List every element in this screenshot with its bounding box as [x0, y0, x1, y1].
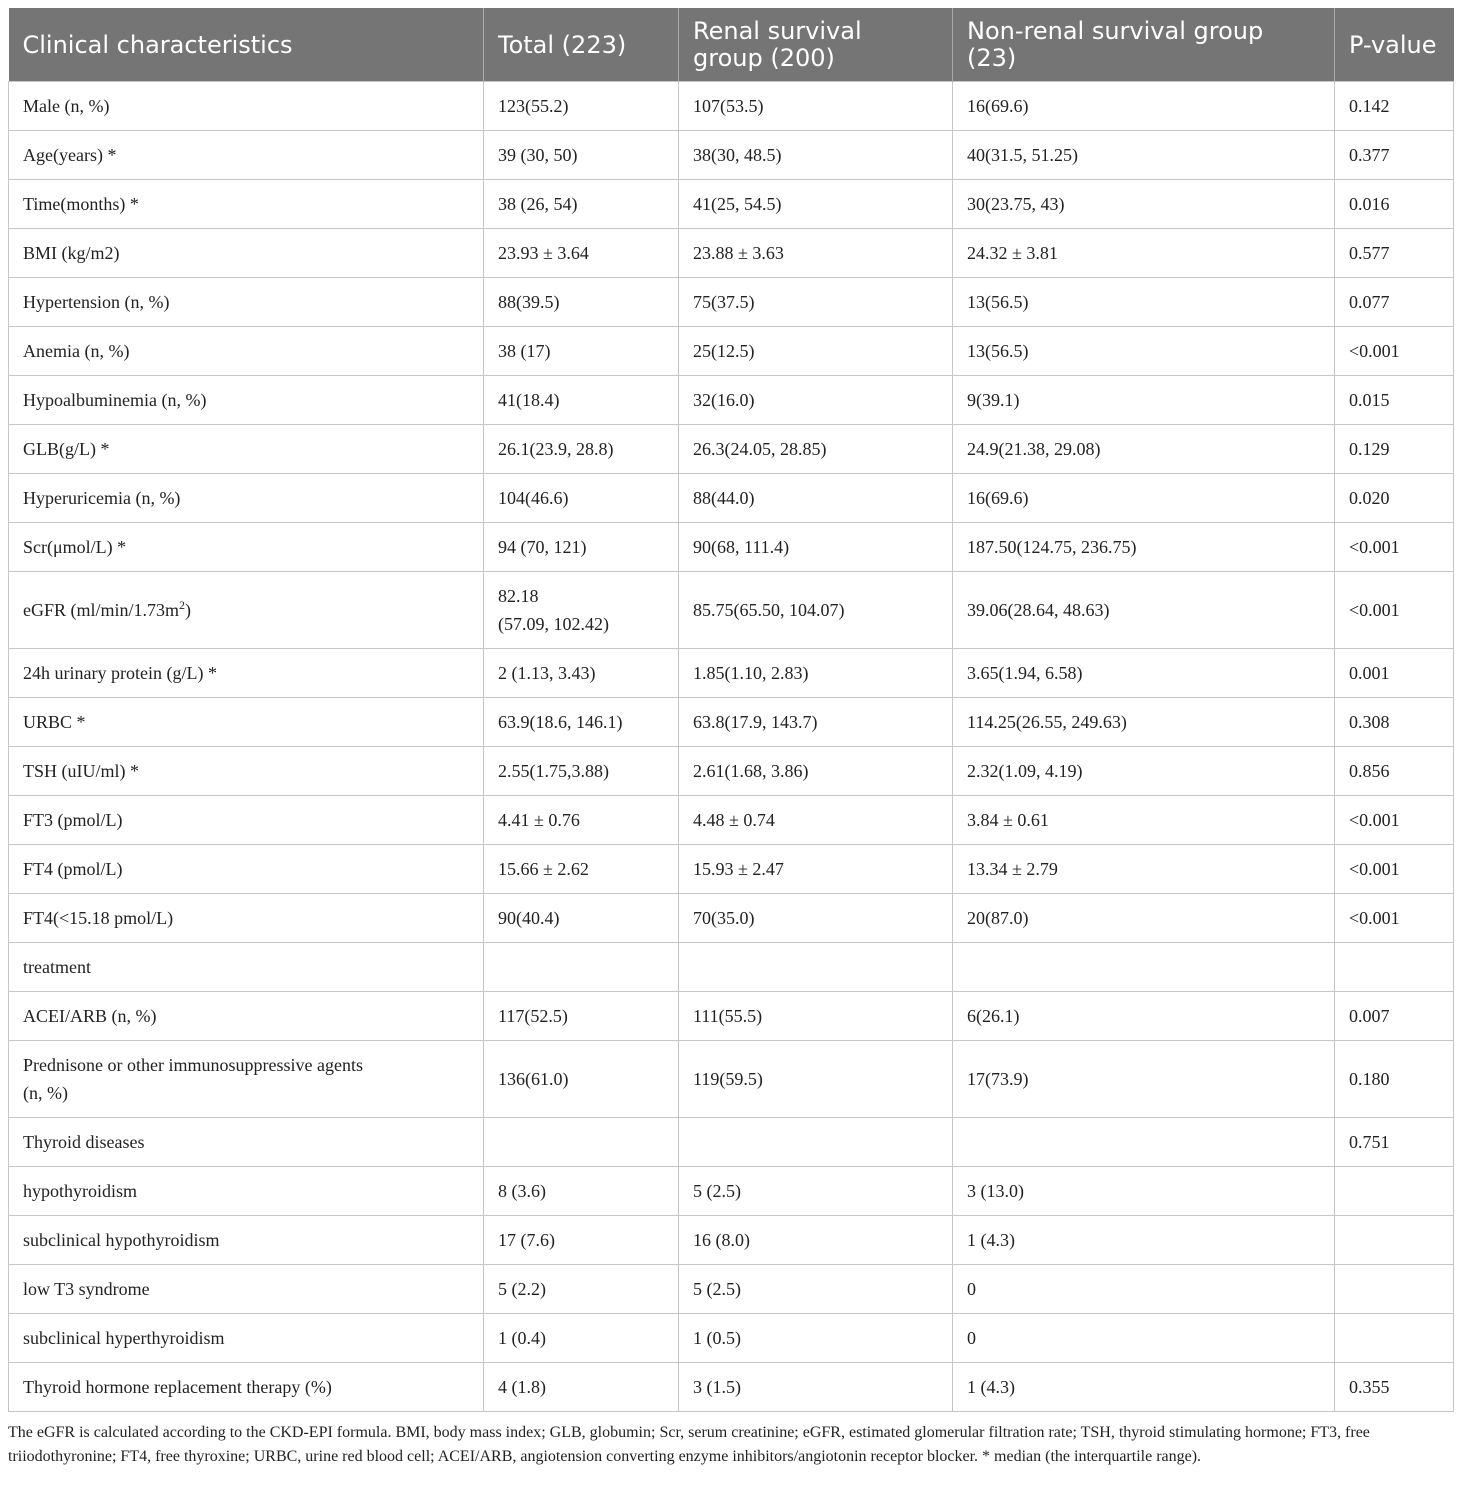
cell-non-renal-survival: 3 (13.0) — [953, 1167, 1335, 1216]
cell-renal-survival: 38(30, 48.5) — [679, 131, 953, 180]
table-row — [9, 649, 1454, 698]
cell-characteristic: 24h urinary protein (g/L) * — [9, 649, 484, 698]
table-row — [9, 894, 1454, 943]
cell-total: 5 (2.2) — [484, 1265, 679, 1314]
cell-characteristic: FT4(<15.18 pmol/L) — [9, 894, 484, 943]
cell-p-value: 0.856 — [1335, 747, 1454, 796]
table-row — [9, 1118, 1454, 1167]
cell-characteristic: low T3 syndrome — [9, 1265, 484, 1314]
cell-renal-survival: 16 (8.0) — [679, 1216, 953, 1265]
cell-non-renal-survival: 30(23.75, 43) — [953, 180, 1335, 229]
cell-total — [484, 1118, 679, 1167]
cell-p-value: 0.751 — [1335, 1118, 1454, 1167]
cell-total: 26.1(23.9, 28.8) — [484, 425, 679, 474]
cell-characteristic: Hyperuricemia (n, %) — [9, 474, 484, 523]
cell-renal-survival: 4.48 ± 0.74 — [679, 796, 953, 845]
cell-p-value: <0.001 — [1335, 894, 1454, 943]
cell-renal-survival: 90(68, 111.4) — [679, 523, 953, 572]
cell-p-value — [1335, 943, 1454, 992]
cell-characteristic: FT4 (pmol/L) — [9, 845, 484, 894]
cell-characteristic: Hypoalbuminemia (n, %) — [9, 376, 484, 425]
cell-non-renal-survival: 1 (4.3) — [953, 1363, 1335, 1412]
cell-total: 2 (1.13, 3.43) — [484, 649, 679, 698]
cell-characteristic: TSH (uIU/ml) * — [9, 747, 484, 796]
cell-renal-survival: 107(53.5) — [679, 82, 953, 131]
table-row — [9, 747, 1454, 796]
cell-characteristic: Hypertension (n, %) — [9, 278, 484, 327]
table-row — [9, 82, 1454, 131]
cell-non-renal-survival: 187.50(124.75, 236.75) — [953, 523, 1335, 572]
cell-total — [484, 943, 679, 992]
cell-renal-survival — [679, 1118, 953, 1167]
cell-p-value: 0.016 — [1335, 180, 1454, 229]
table-body — [9, 82, 1454, 1412]
cell-p-value — [1335, 1265, 1454, 1314]
cell-total: 104(46.6) — [484, 474, 679, 523]
cell-renal-survival: 15.93 ± 2.47 — [679, 845, 953, 894]
cell-p-value: 0.142 — [1335, 82, 1454, 131]
cell-renal-survival: 63.8(17.9, 143.7) — [679, 698, 953, 747]
table-row — [9, 943, 1454, 992]
cell-characteristic: Thyroid diseases — [9, 1118, 484, 1167]
cell-characteristic: FT3 (pmol/L) — [9, 796, 484, 845]
table-row — [9, 572, 1454, 649]
table-row — [9, 845, 1454, 894]
cell-renal-survival: 119(59.5) — [679, 1041, 953, 1118]
cell-renal-survival: 25(12.5) — [679, 327, 953, 376]
table-row — [9, 1265, 1454, 1314]
table-row — [9, 327, 1454, 376]
cell-non-renal-survival: 13(56.5) — [953, 278, 1335, 327]
header-non-renal-survival-group: Non-renal survival group (23) — [953, 8, 1335, 82]
cell-characteristic: Age(years) * — [9, 131, 484, 180]
cell-characteristic: Prednisone or other immunosuppressive agents (n, %) — [9, 1041, 484, 1118]
cell-characteristic: Thyroid hormone replacement therapy (%) — [9, 1363, 484, 1412]
cell-renal-survival: 85.75(65.50, 104.07) — [679, 572, 953, 649]
cell-total: 123(55.2) — [484, 82, 679, 131]
cell-non-renal-survival: 1 (4.3) — [953, 1216, 1335, 1265]
table-row — [9, 180, 1454, 229]
table-row — [9, 376, 1454, 425]
cell-renal-survival: 41(25, 54.5) — [679, 180, 953, 229]
cell-total: 8 (3.6) — [484, 1167, 679, 1216]
cell-p-value: <0.001 — [1335, 572, 1454, 649]
cell-p-value: 0.007 — [1335, 992, 1454, 1041]
cell-characteristic: Time(months) * — [9, 180, 484, 229]
cell-non-renal-survival — [953, 943, 1335, 992]
cell-p-value — [1335, 1216, 1454, 1265]
table-row — [9, 1216, 1454, 1265]
cell-p-value: 0.308 — [1335, 698, 1454, 747]
header-p-value: P-value — [1335, 8, 1454, 82]
cell-p-value: 0.377 — [1335, 131, 1454, 180]
table-row — [9, 796, 1454, 845]
cell-non-renal-survival: 3.65(1.94, 6.58) — [953, 649, 1335, 698]
cell-renal-survival: 26.3(24.05, 28.85) — [679, 425, 953, 474]
cell-non-renal-survival: 39.06(28.64, 48.63) — [953, 572, 1335, 649]
table-row — [9, 229, 1454, 278]
table-row — [9, 1314, 1454, 1363]
cell-renal-survival: 2.61(1.68, 3.86) — [679, 747, 953, 796]
cell-p-value: 0.180 — [1335, 1041, 1454, 1118]
cell-non-renal-survival: 17(73.9) — [953, 1041, 1335, 1118]
cell-renal-survival: 1 (0.5) — [679, 1314, 953, 1363]
cell-renal-survival: 70(35.0) — [679, 894, 953, 943]
cell-p-value: 0.015 — [1335, 376, 1454, 425]
cell-total: 136(61.0) — [484, 1041, 679, 1118]
cell-non-renal-survival: 9(39.1) — [953, 376, 1335, 425]
cell-total: 41(18.4) — [484, 376, 679, 425]
cell-p-value: 0.355 — [1335, 1363, 1454, 1412]
cell-characteristic: ACEI/ARB (n, %) — [9, 992, 484, 1041]
cell-non-renal-survival: 40(31.5, 51.25) — [953, 131, 1335, 180]
cell-total: 39 (30, 50) — [484, 131, 679, 180]
cell-non-renal-survival: 24.32 ± 3.81 — [953, 229, 1335, 278]
cell-characteristic: URBC * — [9, 698, 484, 747]
cell-non-renal-survival: 16(69.6) — [953, 82, 1335, 131]
cell-renal-survival: 5 (2.5) — [679, 1167, 953, 1216]
cell-characteristic: Anemia (n, %) — [9, 327, 484, 376]
cell-total: 4.41 ± 0.76 — [484, 796, 679, 845]
cell-total: 2.55(1.75,3.88) — [484, 747, 679, 796]
cell-characteristic: subclinical hypothyroidism — [9, 1216, 484, 1265]
cell-non-renal-survival: 13.34 ± 2.79 — [953, 845, 1335, 894]
cell-renal-survival: 5 (2.5) — [679, 1265, 953, 1314]
table-row — [9, 1363, 1454, 1412]
cell-total: 90(40.4) — [484, 894, 679, 943]
cell-p-value: <0.001 — [1335, 523, 1454, 572]
cell-p-value: <0.001 — [1335, 327, 1454, 376]
cell-p-value — [1335, 1314, 1454, 1363]
clinical-characteristics-table — [8, 8, 1454, 1412]
cell-non-renal-survival: 16(69.6) — [953, 474, 1335, 523]
cell-total: 23.93 ± 3.64 — [484, 229, 679, 278]
cell-characteristic: Male (n, %) — [9, 82, 484, 131]
cell-non-renal-survival: 3.84 ± 0.61 — [953, 796, 1335, 845]
cell-p-value — [1335, 1167, 1454, 1216]
header-renal-survival-group: Renal survival group (200) — [679, 8, 953, 82]
cell-total: 4 (1.8) — [484, 1363, 679, 1412]
cell-total: 63.9(18.6, 146.1) — [484, 698, 679, 747]
table-row — [9, 1167, 1454, 1216]
cell-total: 94 (70, 121) — [484, 523, 679, 572]
cell-total: 17 (7.6) — [484, 1216, 679, 1265]
cell-non-renal-survival — [953, 1118, 1335, 1167]
cell-non-renal-survival: 20(87.0) — [953, 894, 1335, 943]
cell-p-value: 0.020 — [1335, 474, 1454, 523]
table-footnote: The eGFR is calculated according to the CKD-EPI formula. BMI, body mass index; GLB, globumin; Scr, serum creatinine; eGFR, estimated glomerular filtration rate; TSH, thyroid stimulating hormone; FT3, free triiodothyronine; FT4, free thyroxine; URBC, urine red blood cell; ACEI/ARB, angiotension converting enzyme inhibitors/angiotonin receptor blocker. * median (the interquartile range). — [8, 1424, 1370, 1465]
header-total: Total (223) — [484, 8, 679, 82]
cell-non-renal-survival: 114.25(26.55, 249.63) — [953, 698, 1335, 747]
cell-renal-survival: 32(16.0) — [679, 376, 953, 425]
cell-non-renal-survival: 0 — [953, 1265, 1335, 1314]
cell-total: 1 (0.4) — [484, 1314, 679, 1363]
cell-p-value: 0.577 — [1335, 229, 1454, 278]
cell-p-value: <0.001 — [1335, 845, 1454, 894]
cell-renal-survival — [679, 943, 953, 992]
table-row — [9, 698, 1454, 747]
cell-characteristic: BMI (kg/m2) — [9, 229, 484, 278]
cell-characteristic: treatment — [9, 943, 484, 992]
cell-characteristic: Scr(μmol/L) * — [9, 523, 484, 572]
table-row — [9, 1041, 1454, 1118]
table-row — [9, 425, 1454, 474]
cell-renal-survival: 1.85(1.10, 2.83) — [679, 649, 953, 698]
cell-total: 117(52.5) — [484, 992, 679, 1041]
cell-characteristic: GLB(g/L) * — [9, 425, 484, 474]
cell-total: 82.18 (57.09, 102.42) — [484, 572, 679, 649]
cell-non-renal-survival: 2.32(1.09, 4.19) — [953, 747, 1335, 796]
cell-p-value: 0.001 — [1335, 649, 1454, 698]
cell-characteristic: hypothyroidism — [9, 1167, 484, 1216]
cell-characteristic: eGFR $(ml/\min/1.73m^2)$ — [9, 572, 484, 649]
table-row — [9, 523, 1454, 572]
cell-renal-survival: 111(55.5) — [679, 992, 953, 1041]
cell-renal-survival: 23.88 ± 3.63 — [679, 229, 953, 278]
table-row — [9, 278, 1454, 327]
table-container — [8, 8, 1453, 1469]
cell-non-renal-survival: 24.9(21.38, 29.08) — [953, 425, 1335, 474]
table-row — [9, 131, 1454, 180]
table-header-row — [9, 8, 1454, 82]
table-row — [9, 992, 1454, 1041]
cell-total: 88(39.5) — [484, 278, 679, 327]
cell-total: 38 (26, 54) — [484, 180, 679, 229]
cell-non-renal-survival: 0 — [953, 1314, 1335, 1363]
table-row — [9, 474, 1454, 523]
cell-p-value: 0.129 — [1335, 425, 1454, 474]
cell-renal-survival: 88(44.0) — [679, 474, 953, 523]
cell-renal-survival: 75(37.5) — [679, 278, 953, 327]
cell-non-renal-survival: 6(26.1) — [953, 992, 1335, 1041]
cell-p-value: 0.077 — [1335, 278, 1454, 327]
cell-non-renal-survival: 13(56.5) — [953, 327, 1335, 376]
cell-renal-survival: 3 (1.5) — [679, 1363, 953, 1412]
header-clinical-characteristics: Clinical characteristics — [9, 8, 484, 82]
cell-total: 38 (17) — [484, 327, 679, 376]
cell-total: 15.66 ± 2.62 — [484, 845, 679, 894]
cell-characteristic: subclinical hyperthyroidism — [9, 1314, 484, 1363]
cell-p-value: <0.001 — [1335, 796, 1454, 845]
